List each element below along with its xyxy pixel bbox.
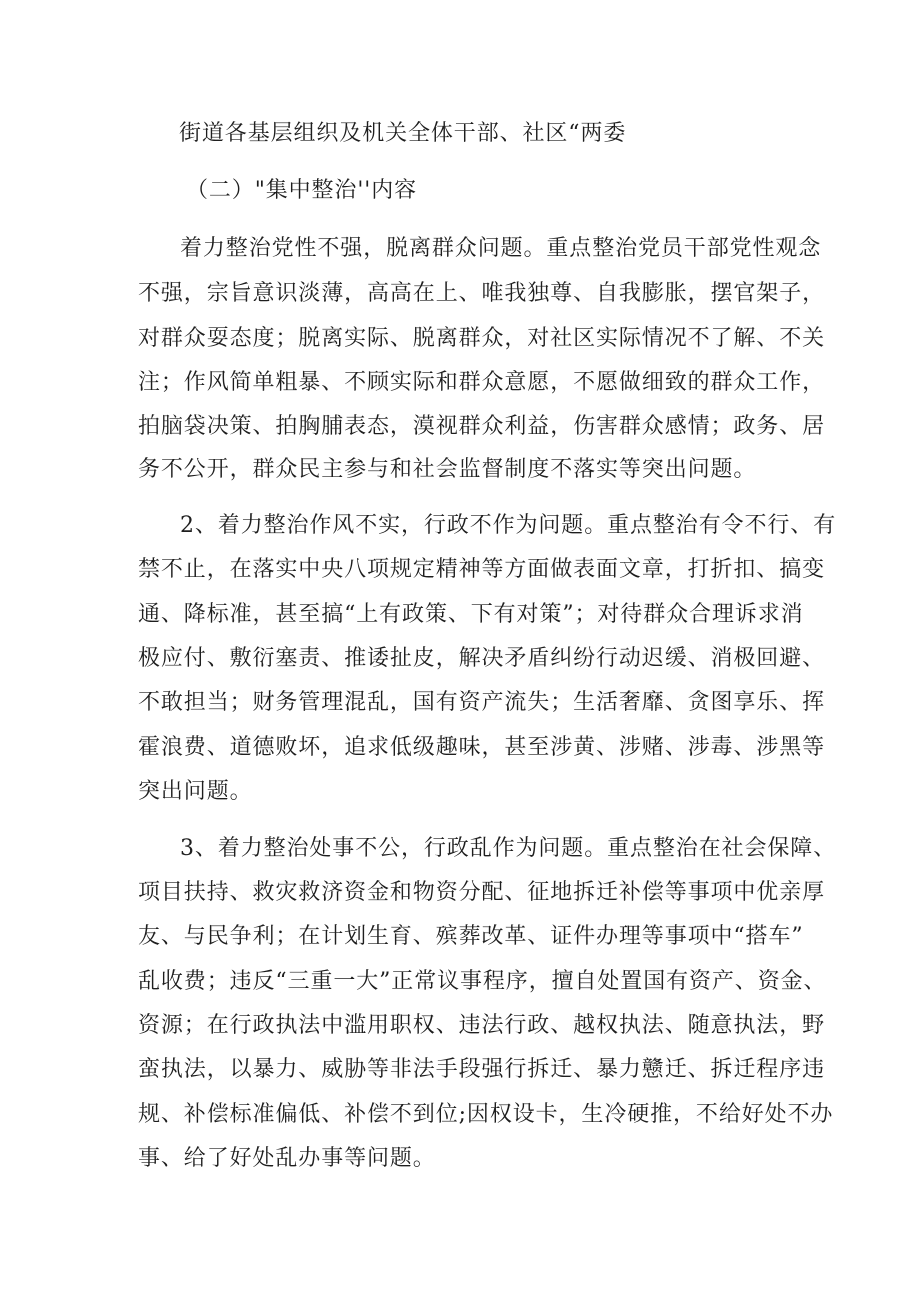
paragraph-2-line-1: 2、着力整治作风不实，行政不作为问题。重点整治有令不行、有 bbox=[180, 513, 837, 538]
paragraph-3-line-5: 资源；在行政执法中滥用职权、违法行政、越权执法、随意执法，野 bbox=[138, 1013, 826, 1038]
paragraph-2-line-5: 不敢担当；财务管理混乱，国有资产流失；生活奢靡、贪图享乐、挥 bbox=[138, 690, 826, 715]
section-heading: （二）"集中整治''内容 bbox=[186, 178, 418, 203]
paragraph-2-line-6: 霍浪费、道德败坏，追求低级趣味，甚至涉黄、涉赌、涉毒、涉黑等 bbox=[138, 735, 826, 760]
paragraph-2-line-2: 禁不止，在落实中央八项规定精神等方面做表面文章，打折扣、搞变 bbox=[138, 557, 826, 582]
paragraph-3-line-3: 友、与民争利；在计划生育、殡葬改革、证件办理等事项中“搭车” bbox=[138, 924, 804, 949]
paragraph-1-line-3: 对群众耍态度；脱离实际、脱离群众，对社区实际情况不了解、不关 bbox=[138, 326, 826, 351]
paragraph-3-line-1: 3、着力整治处事不公，行政乱作为问题。重点整治在社会保障、 bbox=[180, 836, 837, 861]
paragraph-3-line-7: 规、补偿标准偏低、补偿不到位;因权设卡，生冷硬推，不给好处不办 bbox=[138, 1102, 834, 1127]
paragraph-3-line-8: 事、给了好处乱办事等问题。 bbox=[138, 1146, 436, 1171]
paragraph-1-line-2: 不强，宗旨意识淡薄，高高在上、唯我独尊、自我膨胀，摆官架子， bbox=[138, 281, 826, 306]
paragraph-1-line-1: 着力整治党性不强，脱离群众问题。重点整治党员干部党性观念 bbox=[180, 236, 822, 261]
intro-line: 街道各基层组织及机关全体干部、社区“两委 bbox=[179, 121, 627, 146]
paragraph-2-line-4: 极应付、敷衍塞责、推诿扯皮，解决矛盾纠纷行动迟缓、消极回避、 bbox=[138, 646, 826, 671]
paragraph-3-line-6: 蛮执法，以暴力、威胁等非法手段强行拆迁、暴力戆迁、拆迁程序违 bbox=[138, 1057, 826, 1082]
paragraph-2-line-3: 通、降标准，甚至搞“上有政策、下有对策”；对待群众合理诉求消 bbox=[138, 602, 804, 627]
paragraph-2-line-7: 突出问题。 bbox=[138, 779, 253, 804]
paragraph-3-line-2: 项目扶持、救灾救济资金和物资分配、征地拆迁补偿等事项中优亲厚 bbox=[138, 880, 826, 905]
paragraph-1-line-4: 注；作风简单粗暴、不顾实际和群众意愿，不愿做细致的群众工作， bbox=[138, 370, 826, 395]
paragraph-1-line-6: 务不公开，群众民主参与和社会监督制度不落实等突出问题。 bbox=[138, 457, 757, 482]
paragraph-3-line-4: 乱收费；违反“三重一大”正常议事程序，擅自处置国有资产、资金、 bbox=[138, 969, 827, 994]
paragraph-1-line-5: 拍脑袋决策、拍胸脯表态，漠视群众利益，伤害群众感情；政务、居 bbox=[138, 414, 826, 439]
